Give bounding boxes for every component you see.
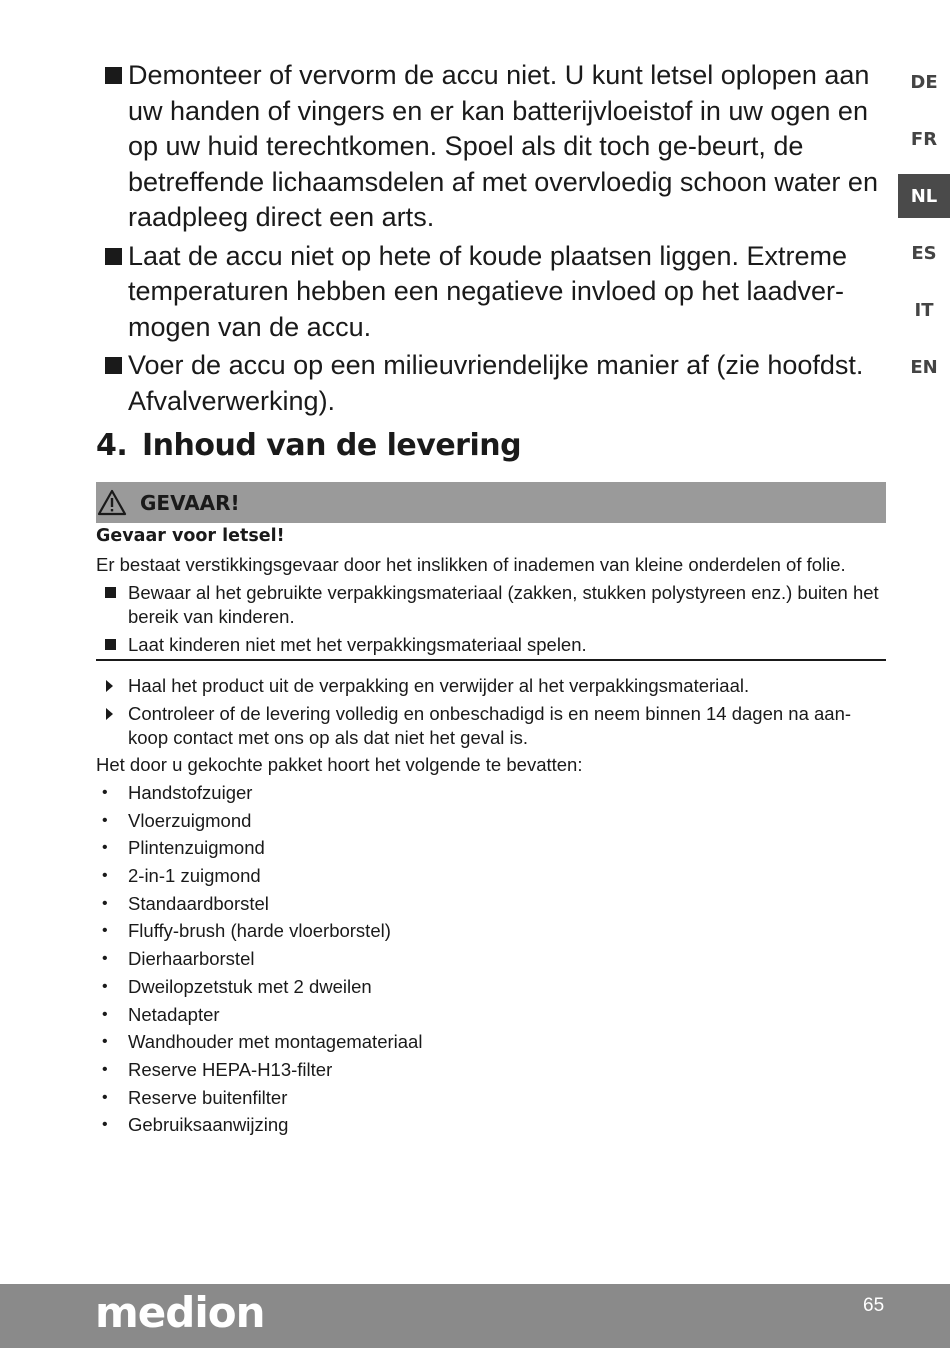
list-item	[96, 809, 422, 837]
list-item-text: Reserve buitenfilter	[128, 1086, 288, 1108]
list-item-text: Dierhaarborstel	[128, 948, 255, 970]
arrow-bullet-icon	[106, 680, 113, 692]
danger-item-text: Laat kinderen niet met het verpakkingsmateriaal spelen.	[128, 634, 587, 655]
page-footer	[0, 1284, 950, 1348]
step-list	[96, 674, 886, 754]
step-item	[96, 702, 886, 750]
danger-list-item	[96, 581, 886, 629]
dot-bullet-icon: •	[102, 1060, 108, 1078]
language-tabs	[898, 60, 950, 402]
list-item	[96, 919, 422, 947]
list-item-text: Netadapter	[128, 1003, 220, 1025]
dot-bullet-icon: •	[102, 1116, 108, 1134]
dot-bullet-icon: •	[102, 1005, 108, 1023]
list-item	[96, 836, 422, 864]
dot-bullet-icon: •	[102, 1088, 108, 1106]
danger-label: GEVAAR!	[140, 490, 240, 515]
list-item	[96, 781, 422, 809]
section-heading	[96, 428, 521, 463]
list-item-text: Standaardborstel	[128, 892, 269, 914]
dot-bullet-icon: •	[102, 950, 108, 968]
lang-tab-es[interactable]: ES	[911, 242, 937, 264]
dot-bullet-icon: •	[102, 922, 108, 940]
brand-logo: medion	[95, 1288, 265, 1337]
list-item-text: Vloerzuigmond	[128, 809, 252, 831]
contents-intro: Het door u gekochte pakket hoort het volgende te bevatten:	[96, 754, 583, 775]
step-item	[96, 674, 886, 698]
list-item-text: Plintenzuigmond	[128, 837, 265, 859]
warning-triangle-icon	[96, 488, 128, 518]
divider	[96, 659, 886, 661]
list-item-text: Gebruiksaanwijzing	[128, 1114, 289, 1136]
dot-bullet-icon: •	[102, 1033, 108, 1051]
danger-subtitle: Gevaar voor letsel!	[96, 526, 285, 546]
list-item	[96, 947, 422, 975]
square-bullet-icon	[105, 248, 122, 265]
square-bullet-icon	[105, 587, 116, 598]
dot-bullet-icon: •	[102, 811, 108, 829]
list-item	[96, 1086, 422, 1114]
safety-bullet	[96, 58, 886, 236]
danger-description: Er bestaat verstikkingsgevaar door het inslikken of inademen van kleine onderdelen of folie.	[96, 554, 846, 575]
dot-bullet-icon: •	[102, 839, 108, 857]
page-number: 65	[863, 1295, 885, 1316]
danger-banner	[96, 482, 886, 523]
danger-list-item	[96, 633, 886, 657]
lang-tab-nl[interactable]: NL	[898, 174, 950, 218]
list-item	[96, 1113, 422, 1141]
list-item-text: Fluffy-brush (harde vloerborstel)	[128, 920, 391, 942]
list-item	[96, 1003, 422, 1031]
contents-list	[96, 781, 422, 1141]
list-item	[96, 975, 422, 1003]
section-number: 4.	[96, 428, 128, 463]
square-bullet-icon	[105, 67, 122, 84]
lang-tab-fr[interactable]: FR	[910, 128, 938, 150]
safety-bullet	[96, 239, 886, 346]
dot-bullet-icon: •	[102, 894, 108, 912]
danger-item-text: Bewaar al het gebruikte verpakkingsmateriaal (zakken, stukken polystyreen enz.) buiten het bereik van kinderen.	[128, 582, 879, 627]
dot-bullet-icon: •	[102, 977, 108, 995]
safety-bullet-list	[96, 58, 886, 422]
lang-tab-de[interactable]: DE	[910, 71, 938, 93]
list-item-text: Dweilopzetstuk met 2 dweilen	[128, 975, 372, 997]
safety-bullet	[96, 348, 886, 419]
dot-bullet-icon: •	[102, 867, 108, 885]
step-text: Haal het product uit de verpakking en verwijder al het verpakkingsmateriaal.	[128, 675, 750, 696]
lang-tab-it[interactable]: IT	[914, 299, 934, 321]
section-title-text: Inhoud van de levering	[142, 428, 522, 463]
safety-bullet-text: Voer de accu op een milieuvriendelijke manier af (zie hoofdst. Afvalverwerking).	[128, 350, 864, 416]
danger-list	[96, 581, 886, 661]
arrow-bullet-icon	[106, 708, 113, 720]
square-bullet-icon	[105, 639, 116, 650]
list-item	[96, 864, 422, 892]
list-item-text: Reserve HEPA-H13-filter	[128, 1058, 333, 1080]
list-item-text: Handstofzuiger	[128, 782, 253, 803]
list-item-text: Wandhouder met montagemateriaal	[128, 1031, 423, 1053]
list-item	[96, 892, 422, 920]
dot-bullet-icon: •	[102, 784, 108, 801]
safety-bullet-text: Laat de accu niet op hete of koude plaatsen liggen. Extreme temperaturen hebben een negatieve invloed op het laadver-mogen van de accu.	[128, 240, 847, 342]
square-bullet-icon	[105, 357, 122, 374]
list-item-text: 2-in-1 zuigmond	[128, 865, 261, 887]
list-item	[96, 1058, 422, 1086]
lang-tab-en[interactable]: EN	[910, 356, 938, 378]
step-text: Controleer of de levering volledig en onbeschadigd is en neem binnen 14 dagen na aan-koop contact met ons op als dat niet het geval is.	[128, 703, 852, 748]
safety-bullet-text: Demonteer of vervorm de accu niet. U kunt letsel oplopen aan uw handen of vingers en er kan batterijvloeistof in uw ogen en op uw huid terechtkomen. Spoel als dit toch ge-beurt, de betreffende lichaamsdelen af met overvloedig schoon water en raadpleeg direct een arts.	[128, 60, 878, 232]
list-item	[96, 1030, 422, 1058]
